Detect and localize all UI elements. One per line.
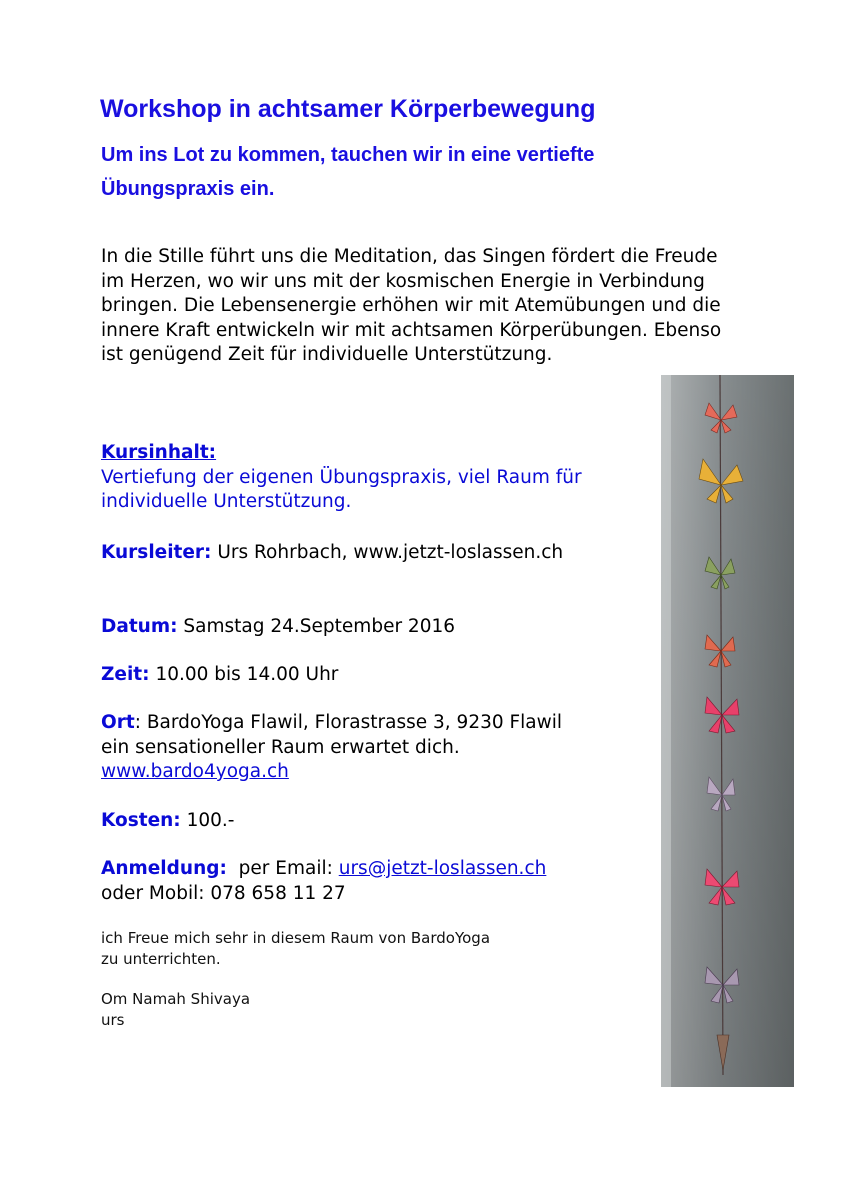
kursleiter-label: Kursleiter: [101,542,212,563]
datum-value: Samstag 24.September 2016 [183,616,456,637]
greeting: Om Namah Shivaya [101,990,251,1008]
ort-value: : BardoYoga Flawil, Florastrasse 3, 9230 Flawil [134,712,563,733]
zeit-value: 10.00 bis 14.00 Uhr [155,664,339,685]
email-link[interactable]: urs@jetzt-loslassen.ch [338,858,547,879]
anmeldung-label: Anmeldung: [101,858,227,879]
kosten-line [101,809,234,834]
anmeldung-mobile: oder Mobil: 078 658 11 27 [101,882,346,904]
datum-line [101,615,455,640]
closing-line-2: zu unterrichten. [101,950,221,968]
ort-description: ein sensationeller Raum erwartet dich. [101,736,460,758]
kursinhalt-text: Vertiefung der eigenen Übungspraxis, viel Raum für individuelle Unterstützung. [101,466,582,512]
page-title: Workshop in achtsamer Körperbewegung [100,95,596,123]
zeit-label: Zeit: [101,664,150,685]
anmeldung-email-prefix: per Email: [238,858,333,879]
closing-note [101,928,490,970]
signature: urs [101,1011,125,1029]
page-subtitle: Um ins Lot zu kommen, tauchen wir in eine vertiefte Übungspraxis ein. [101,144,595,200]
kursleiter-value: Urs Rohrbach, www.jetzt-loslassen.ch [217,542,564,563]
ort-label: Ort [101,712,135,733]
datum-label: Datum: [101,616,178,637]
signature-block [101,989,250,1031]
kursleiter-line [101,541,563,566]
ort-section [101,711,646,785]
kursinhalt-section [101,441,641,515]
kosten-label: Kosten: [101,810,181,831]
bardo4yoga-link[interactable]: www.bardo4yoga.ch [101,761,289,782]
kosten-value: 100.- [186,810,235,831]
anmeldung-section [101,857,546,906]
zeit-line [101,663,338,688]
closing-line-1: ich Freue mich sehr in diesem Raum von BardoYoga [101,929,491,947]
kursinhalt-label: Kursinhalt: [101,442,217,463]
intro-paragraph: In die Stille führt uns die Meditation, das Singen fördert die Freude im Herzen, wo wir uns mit der kosmischen Energie in Verbindung bringen. Die Lebensenergie erhöhen wir mit Atemübungen und die innere Kraft entwickeln wir mit achtsamen Körperübungen. Ebenso ist genügend Zeit für individuelle Unterstützung. [101,246,722,365]
butterfly-garland-photo [661,375,794,1087]
